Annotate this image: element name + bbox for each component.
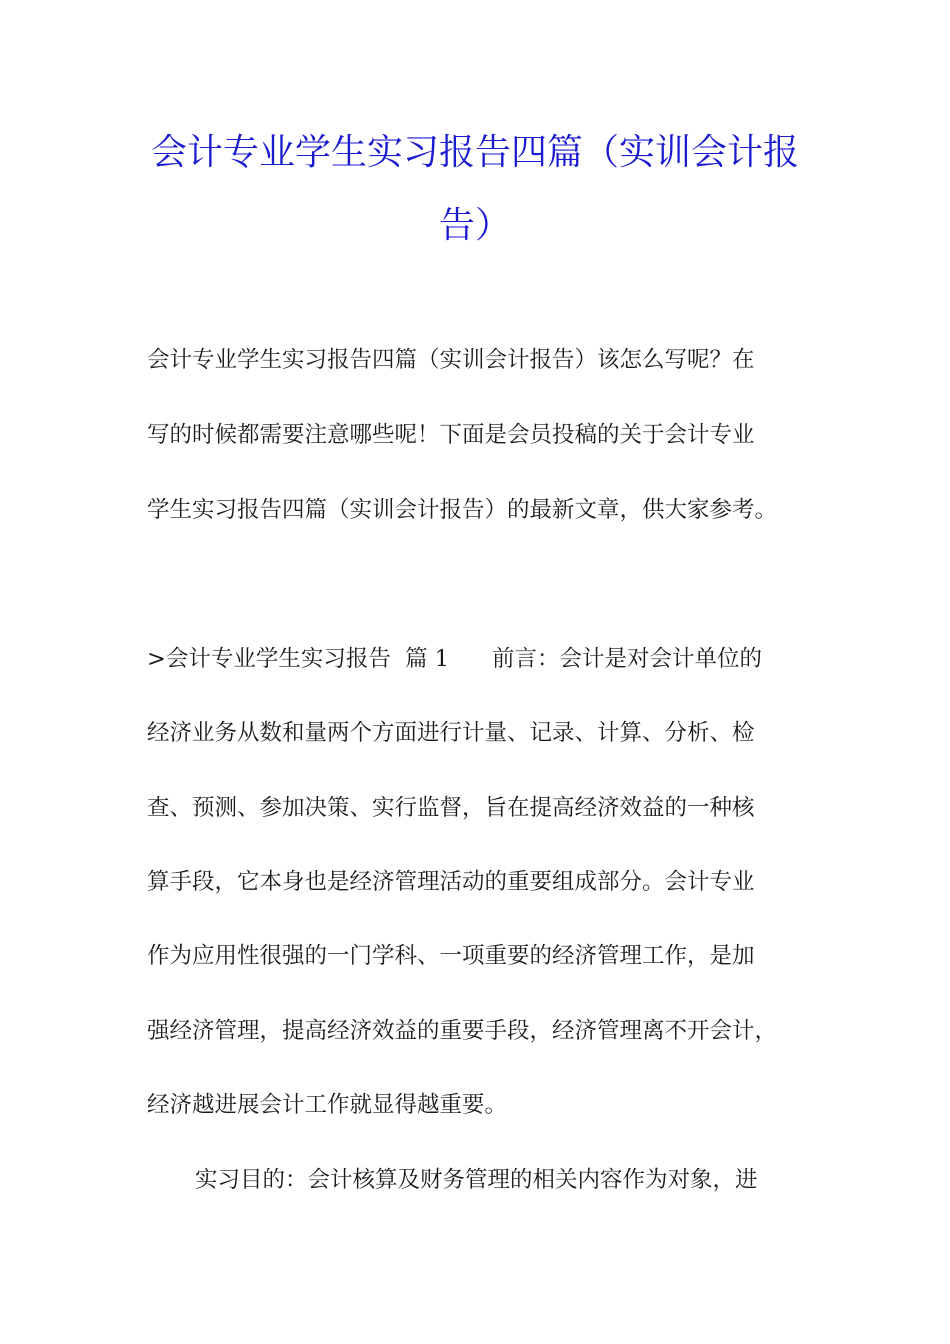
- document-title-line-1: 会计专业学生实习报告四篇（实训会计报: [150, 132, 799, 173]
- section1-heading-line: >会计专业学生实习报告 篇 1 前言：会计是对会计单位的: [147, 646, 763, 672]
- section1-line-3: 查、预测、参加决策、实行监督，旨在提高经济效益的一种核: [147, 795, 755, 821]
- document-title-line-2: 告）: [438, 205, 511, 246]
- section2-line-1: 实习目的：会计核算及财务管理的相关内容作为对象，进: [195, 1167, 758, 1193]
- section1-line-6: 强经济管理，提高经济效益的重要手段，经济管理离不开会计，: [147, 1018, 778, 1044]
- intro-line-2: 写的时候都需要注意哪些呢！下面是会员投稿的关于会计专业: [147, 422, 755, 448]
- intro-line-3: 学生实习报告四篇（实训会计报告）的最新文章，供大家参考。: [147, 497, 778, 523]
- section1-line-4: 算手段，它本身也是经济管理活动的重要组成部分。会计专业: [147, 869, 755, 895]
- section1-line-5: 作为应用性很强的一门学科、一项重要的经济管理工作，是加: [147, 943, 755, 969]
- intro-line-1: 会计专业学生实习报告四篇（实训会计报告）该怎么写呢？在: [147, 347, 755, 373]
- section1-line-7: 经济越进展会计工作就显得越重要。: [147, 1092, 508, 1118]
- section1-line-2: 经济业务从数和量两个方面进行计量、记录、计算、分析、检: [147, 720, 755, 746]
